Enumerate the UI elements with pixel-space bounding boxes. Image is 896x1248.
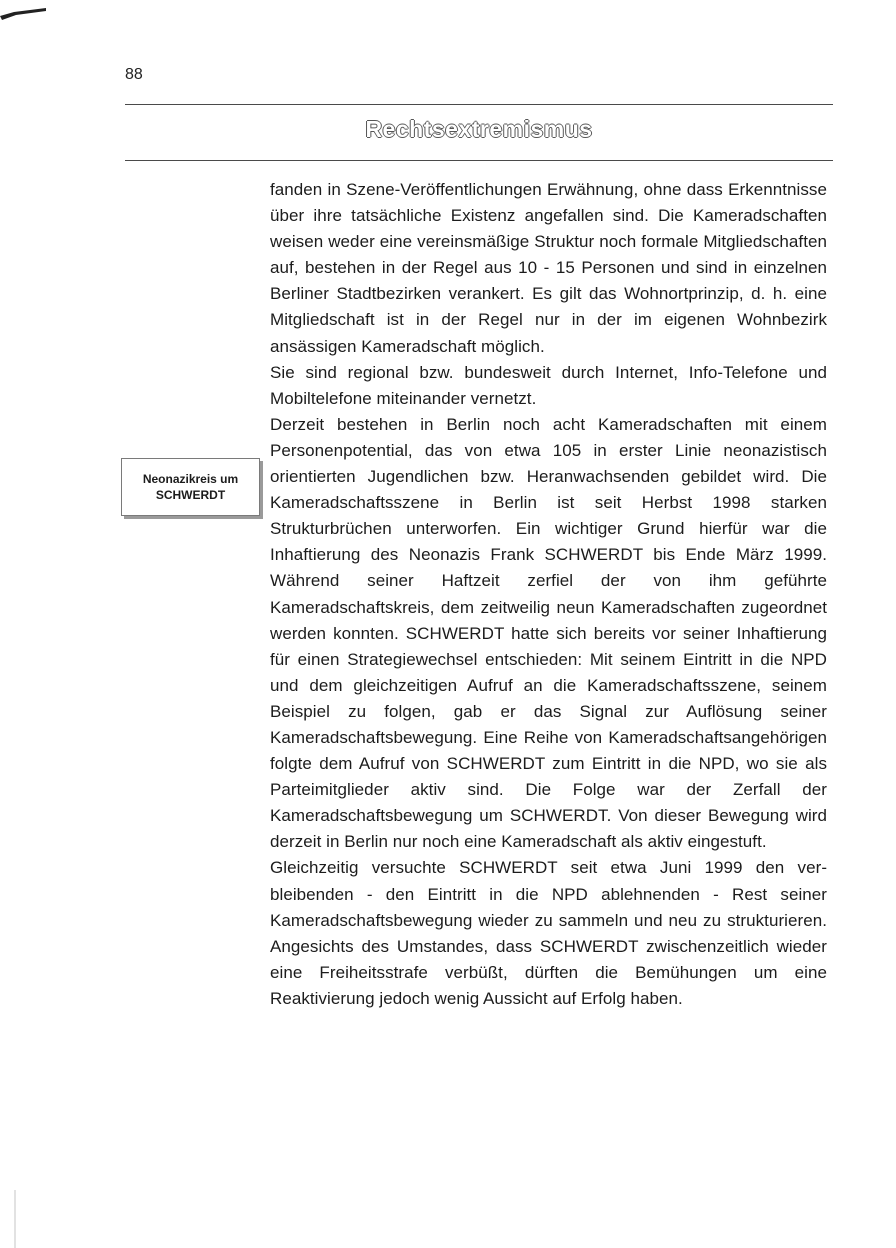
- header-rule-top: [125, 104, 833, 105]
- running-header-title: Rechtsextremismus: [365, 116, 593, 142]
- scan-corner-mark: [0, 6, 46, 20]
- margin-note-line-1: Neonazikreis um: [142, 472, 239, 486]
- page-number: 88: [125, 66, 143, 83]
- scan-edge-shadow: [14, 1190, 16, 1248]
- body-paragraph: Sie sind regional bzw. bundesweit durch Internet, Info-Telefone und Mobiltelefone miteinander vernetzt.: [270, 362, 827, 408]
- body-paragraph: fanden in Szene-Veröffentlichungen Erwähnung, ohne dass Erkenntnisse über ihre tatsächliche Existenz angefallen sind. Die Kameradschaften weisen weder eine vereinsmäßige Struktur noch formale Mitgliedschaften auf, bestehen in der Regel aus 10 - 15 Personen und sind in einzelnen Berliner Stadtbezirken verankert. Es gilt das Wohnortprinzip, d. h. eine Mitgliedschaft ist in der Regel nur in der im eigenen Wohnbezirk ansässigen Kameradschaft möglich.: [270, 180, 827, 356]
- body-text: [270, 177, 827, 1012]
- margin-note-box: [121, 458, 260, 516]
- margin-note-line-2: SCHWERDT: [155, 488, 226, 502]
- body-paragraph: Derzeit bestehen in Berlin noch acht Kameradschaften mit einem Personenpotential, das von etwa 105 in erster Linie neonazistisch orientierten Jugendlichen bzw. Heranwachsenden gebildet wird. Die Kameradschaftsszene in Berlin ist seit Herbst 1998 starken Strukturbrüchen unterworfen. Ein wichtiger Grund hierfür war die Inhaftierung des Neonazis Frank SCHWERDT bis Ende März 1999. Während seiner Haftzeit zerfiel der von ihm geführte Kameradschaftskreis, dem zeitweilig neun Kameradschaften zugeordnet werden konnten. SCHWERDT hatte sich bereits vor seiner Inhaftierung für einen Strategiewechsel entschieden: Mit seinem Eintritt in die NPD und dem gleichzeitigen Aufruf an die Kameradschaftsszene, seinem Beispiel zu folgen, gab er das Signal zur Auflösung seiner Kameradschaftsbewegung. Eine Reihe von Kameradschaftsangehörigen folgte dem Aufruf von SCHWERDT zum Eintritt in die NPD, wo sie als Parteimitglieder aktiv sind. Die Folge war der Zerfall der Kameradschaftsbewegung um SCHWERDT. Von dieser Bewegung wird derzeit in Berlin nur noch eine Kameradschaft als aktiv eingestuft.: [270, 414, 827, 852]
- header-rule-bottom: [125, 160, 833, 161]
- body-paragraph: Gleichzeitig versuchte SCHWERDT seit etwa Juni 1999 den verbleibenden - den Eintritt in die NPD ablehnenden - Rest seiner Kameradschaftsbewegung wieder zu sammeln und neu zu strukturieren. Angesichts des Umstandes, dass SCHWERDT zwischenzeitlich wieder eine Freiheitsstrafe verbüßt, dürften die Bemühungen um eine Reaktivierung jedoch wenig Aussicht auf Erfolg haben.: [270, 858, 827, 1008]
